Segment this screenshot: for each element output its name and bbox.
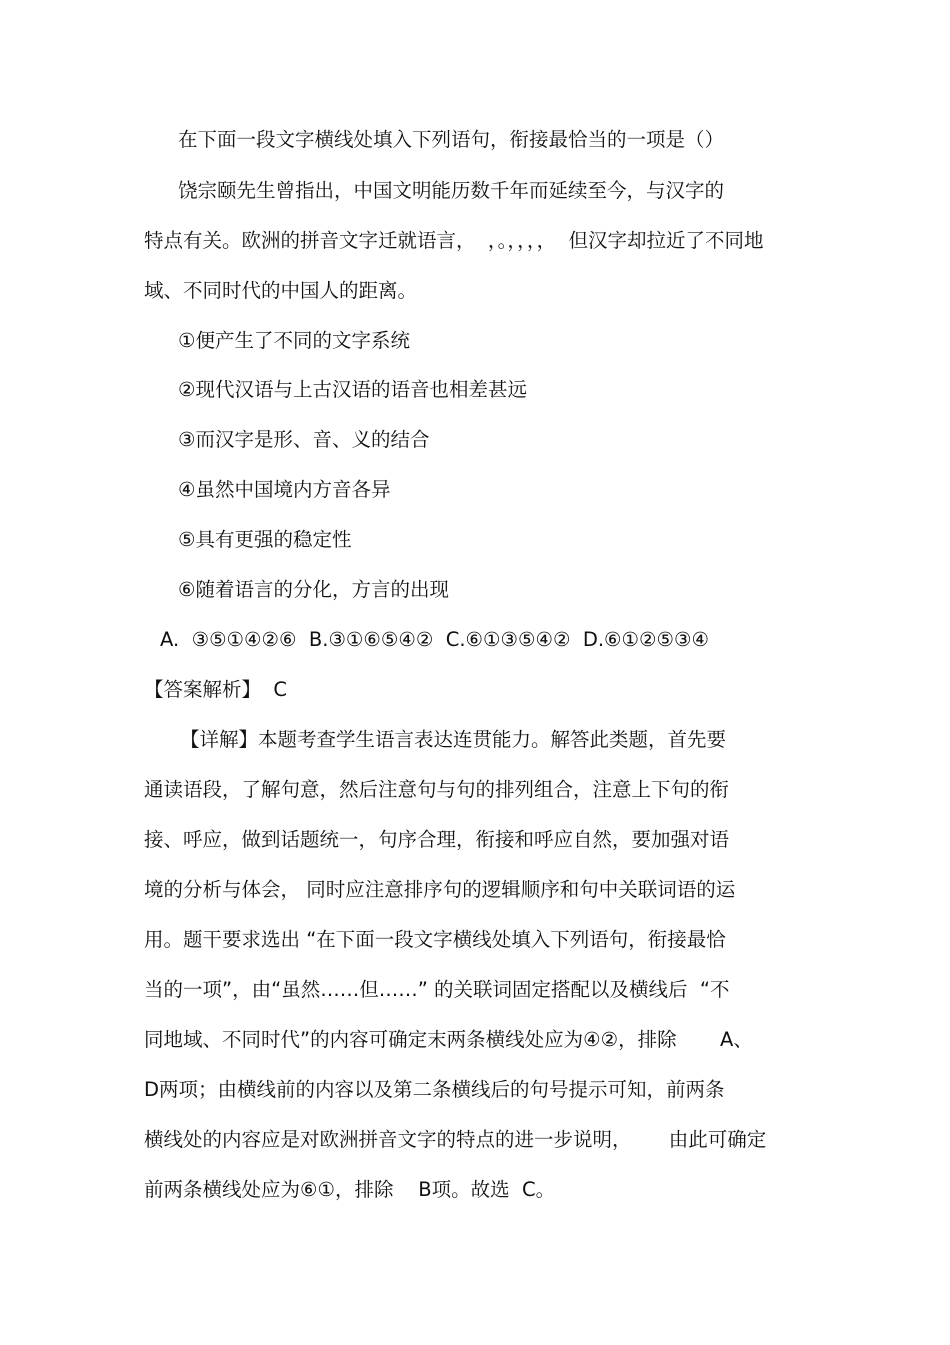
passage-line: 特点有关。欧洲的拼音文字迁就语言， ，。，，，， 但汉字却拉近了不同地	[144, 229, 764, 252]
explanation-line: D两项；由横线前的内容以及第二条横线后的句号提示可知，前两条	[144, 1078, 725, 1101]
passage-line: 域、不同时代的中国人的距离。	[144, 279, 418, 302]
explanation-line: 当的一项”，由“虽然……但……” 的关联词固定搭配以及横线后 “不	[144, 978, 730, 1001]
explanation-line: 横线处的内容应是对欧洲拼音文字的特点的进一步说明， 由此可确定	[144, 1128, 767, 1151]
question-prompt: 在下面一段文字横线处填入下列语句，衔接最恰当的一项是（）	[178, 128, 725, 151]
explanation-line: 同地域、不同时代”的内容可确定末两条横线处应为④②，排除 A、	[144, 1028, 753, 1051]
sentence-item: ⑤具有更强的稳定性	[178, 528, 352, 551]
explanation-line: 【详解】本题考查学生语言表达连贯能力。解答此类题，首先要	[180, 728, 727, 751]
sentence-item: ①便产生了不同的文字系统	[178, 329, 410, 352]
explanation-line: 前两条横线处应为⑥①，排除 B项。故选 C。	[144, 1178, 556, 1201]
sentence-item: ⑥随着语言的分化，方言的出现	[178, 578, 449, 601]
sentence-item: ④虽然中国境内方音各异	[178, 478, 391, 501]
passage-line: 饶宗颐先生曾指出，中国文明能历数千年而延续至今，与汉字的	[178, 179, 725, 202]
explanation-line: 境的分析与体会， 同时应注意排序句的逻辑顺序和句中关联词语的运	[144, 878, 736, 901]
answer-options: A. ③⑤①④②⑥ B.③①⑥⑤④② C.⑥①③⑤④② D.⑥①②⑤③④	[160, 628, 709, 651]
answer-heading: 【答案解析】 C	[144, 678, 288, 701]
sentence-item: ③而汉字是形、音、义的结合	[178, 428, 430, 451]
sentence-item: ②现代汉语与上古汉语的语音也相差甚远	[178, 378, 527, 401]
explanation-line: 接、呼应，做到话题统一，句序合理，衔接和呼应自然，要加强对语	[144, 828, 730, 851]
explanation-line: 用。题干要求选出 “在下面一段文字横线处填入下列语句，衔接最恰	[144, 928, 726, 951]
explanation-line: 通读语段，了解句意，然后注意句与句的排列组合，注意上下句的衔	[144, 778, 730, 801]
